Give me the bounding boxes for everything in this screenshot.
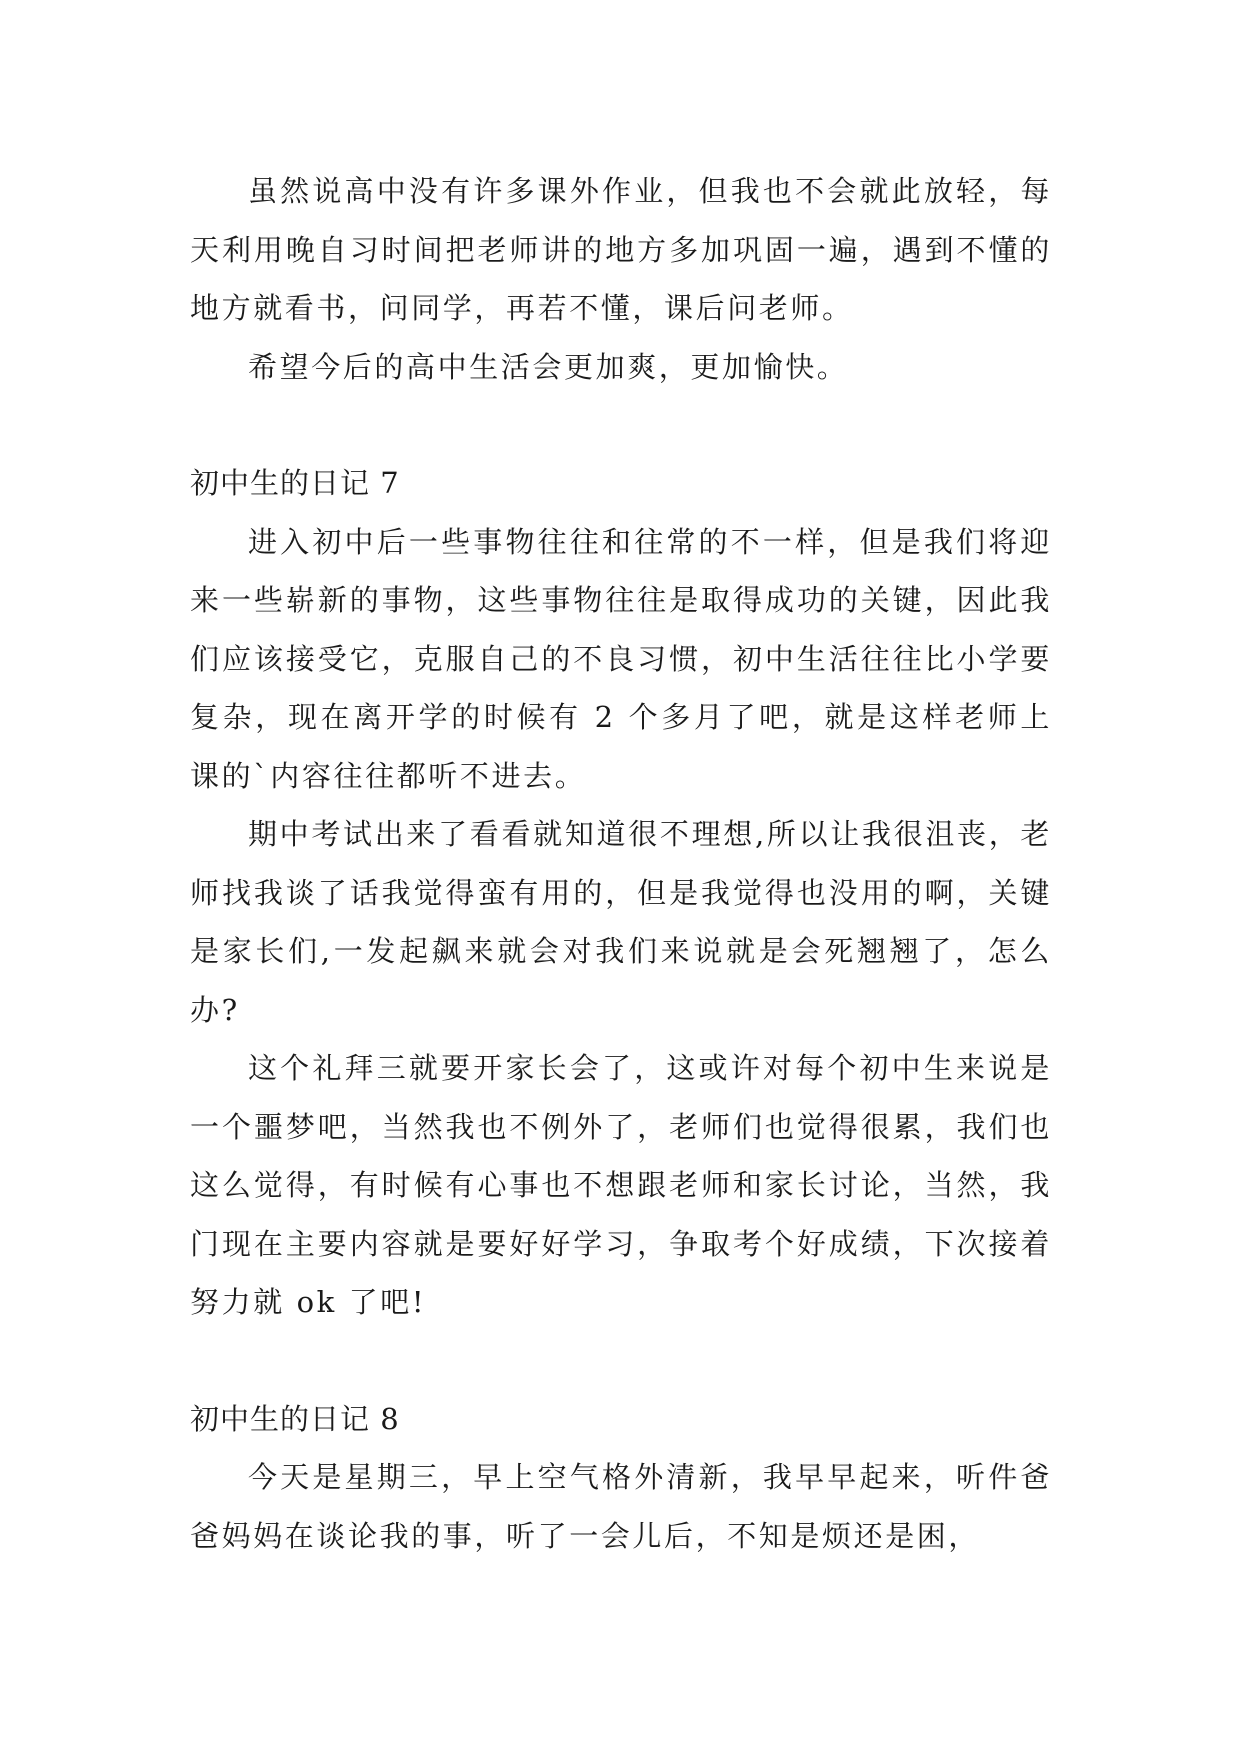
paragraph: 期中考试出来了看看就知道很不理想,所以让我很沮丧，老师找我谈了话我觉得蛮有用的，但是我觉得也没用的啊，关键是家长们,一发起飙来就会对我们来说就是会死翘翘了，怎么办? xyxy=(190,817,1052,1027)
entry-title: 初中生的日记 7 xyxy=(190,466,400,500)
entry-title: 初中生的日记 8 xyxy=(190,1401,400,1436)
paragraph: 今天是星期三，早上空气格外清新，我早早起来，听件爸爸妈妈在谈论我的事，听了一会儿后，不知是烦还是困， xyxy=(190,1460,1052,1553)
paragraph: 希望今后的高中生活会更加爽，更加愉快。 xyxy=(248,349,849,384)
paragraph: 这个礼拜三就要开家长会了，这或许对每个初中生来说是一个噩梦吧，当然我也不例外了，老师们也觉得很累，我们也这么觉得，有时候有心事也不想跟老师和家长讨论，当然，我门现在主要内容就是要好好学习，争取考个好成绩，下次接着努力就 ok 了吧! xyxy=(190,1051,1052,1319)
diary-entry-8 xyxy=(190,1390,1052,1566)
paragraph: 进入初中后一些事物往往和往常的不一样，但是我们将迎来一些崭新的事物，这些事物往往是取得成功的关键，因此我们应该接受它，克服自己的不良习惯，初中生活往往比小学要复杂，现在离开学的时候有 2 个多月了吧，就是这样老师上课的`内容往往都听不进去。 xyxy=(190,524,1052,793)
diary-entry-7 xyxy=(190,454,1052,1332)
intro-section xyxy=(190,162,1052,396)
paragraph: 虽然说高中没有许多课外作业，但我也不会就此放轻，每天利用晚自习时间把老师讲的地方多加巩固一遍，遇到不懂的地方就看书，问同学，再若不懂，课后问老师。 xyxy=(190,174,1052,325)
document-body xyxy=(190,162,1052,1565)
